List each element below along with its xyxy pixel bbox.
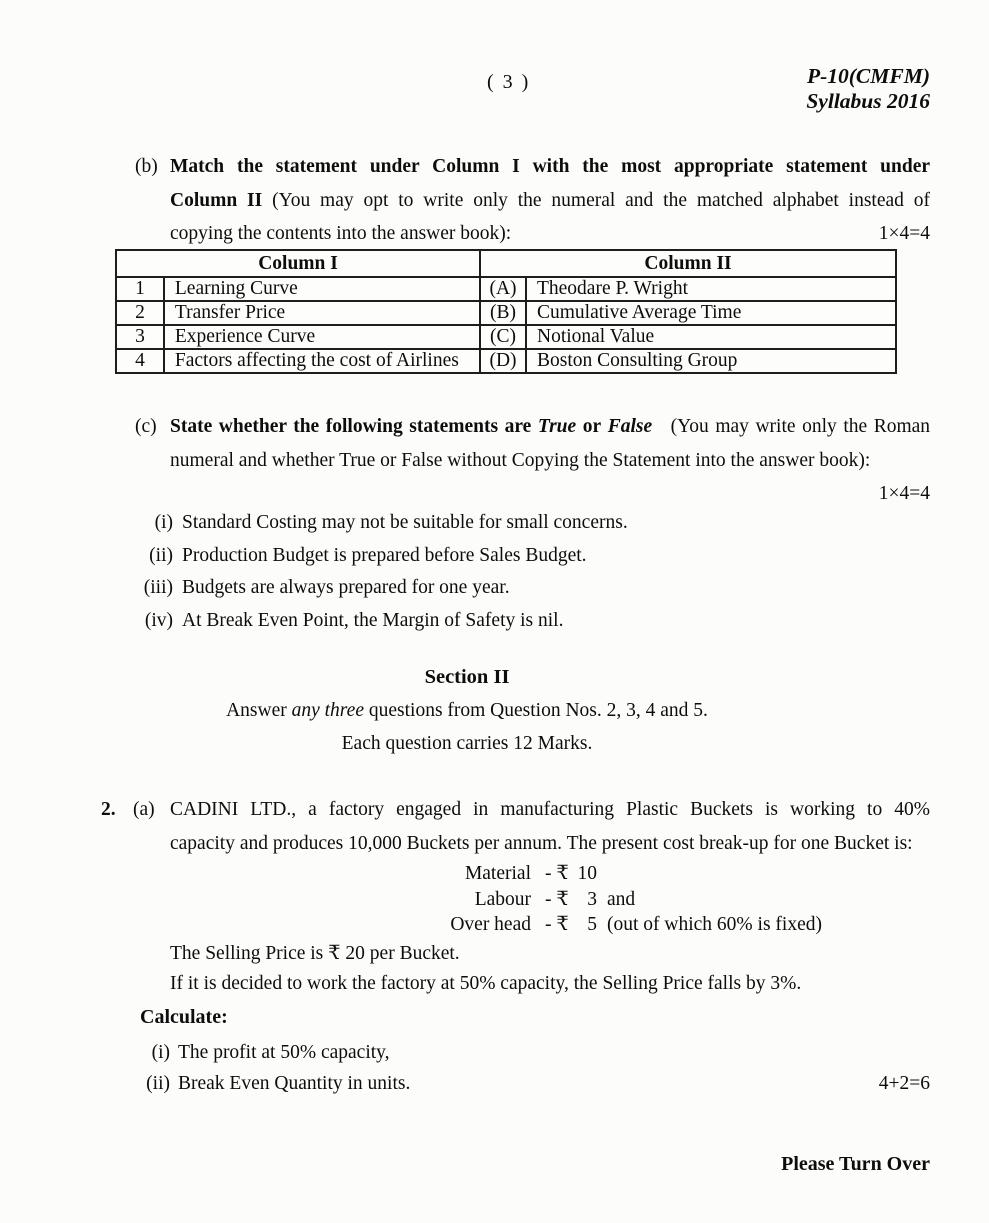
column2-bold: Column II — [170, 189, 263, 211]
paper-identity — [806, 64, 930, 113]
table-header-row — [116, 250, 896, 277]
question-1b — [135, 150, 930, 251]
question-1c-line1 — [170, 410, 930, 444]
cost-item: Labour - ₹ 3 and — [350, 887, 822, 913]
question-1c-line1-rest: (You may write only the Roman — [670, 416, 931, 437]
true-word: True — [537, 416, 577, 437]
question-1b-line1: Match the statement under Column I with the most appropriate statement under — [170, 156, 930, 177]
question-1c-marks: 1×4=4 — [878, 483, 930, 504]
question-1c-line2: numeral and whether True or False without Copying the Statement into the answer book): — [170, 449, 871, 471]
false-word: False — [607, 416, 653, 437]
syllabus-year: Syllabus 2016 — [806, 88, 930, 113]
statement-item: (iv) At Break Even Point, the Margin of Safety is nil. — [144, 609, 564, 631]
calculate-tasks — [135, 1042, 930, 1103]
question-1c-label: (c) — [135, 416, 157, 437]
please-turn-over: Please Turn Over — [781, 1153, 930, 1175]
column1-header: Column I — [116, 250, 480, 277]
question-1c — [135, 410, 930, 511]
section-two — [0, 661, 934, 760]
calculate-label: Calculate: — [140, 1006, 228, 1028]
task-item: (ii) Break Even Quantity in units. 4+2=6 — [146, 1072, 930, 1094]
statement-item: (iii) Budgets are always prepared for one year. — [143, 577, 510, 598]
match-columns-table — [115, 249, 897, 374]
statement-item: (i) Standard Costing may not be suitable for small concerns. — [154, 512, 628, 533]
table-row: 4 Factors affecting the cost of Airlines (D) Boston Consulting Group — [116, 349, 896, 373]
rupee-symbol: - ₹ — [545, 863, 569, 884]
condition-line: If it is decided to work the factory at 50% capacity, the Selling Price falls by 3%. — [170, 973, 802, 994]
question-1b-line2 — [170, 184, 930, 218]
question-2a-line1: CADINI LTD., a factory engaged in manufacturing Plastic Buckets is working to 40% — [170, 799, 930, 820]
task-item: (i) The profit at 50% capacity, — [151, 1042, 390, 1063]
table-row: 3 Experience Curve (C) Notional Value — [116, 325, 896, 349]
section-two-title: Section II — [424, 666, 510, 688]
table-row: 1 Learning Curve (A) Theodare P. Wright — [116, 277, 896, 301]
question-2a-label: (a) — [133, 799, 155, 820]
table-row: 2 Transfer Price (B) Cumulative Average Time — [116, 301, 896, 325]
question-1b-marks: 1×4=4 — [878, 223, 930, 244]
question-2a — [101, 793, 930, 860]
cost-breakup — [350, 861, 822, 938]
question-1b-line3 — [170, 217, 930, 251]
question-1b-line3-text: copying the contents into the answer book): — [170, 223, 512, 244]
rupee-symbol: - ₹ — [545, 888, 569, 910]
section-two-marks-note: Each question carries 12 Marks. — [341, 733, 593, 754]
cost-item: Over head - ₹ 5 (out of which 60% is fixed) — [350, 912, 822, 938]
question-2-number: 2. — [101, 799, 116, 820]
question-2a-line2: capacity and produces 10,000 Buckets per annum. The present cost break-up for one Bucket is: — [170, 832, 913, 854]
statement-item: (ii) Production Budget is prepared before Sales Budget. — [149, 544, 587, 566]
question-1b-line2-rest: (You may opt to write only the numeral and the matched alphabet instead of — [272, 189, 930, 211]
question-2a-marks: 4+2=6 — [878, 1072, 930, 1094]
any-three-italic: any three — [291, 700, 364, 721]
paper-code: P-10(CMFM) — [806, 64, 930, 88]
rupee-symbol: - ₹ — [545, 914, 569, 935]
page-number: ( 3 ) — [487, 71, 531, 93]
section-two-instruction: Answer any three questions from Question Nos. 2, 3, 4 and 5. — [226, 700, 708, 721]
question-1c-bold-intro: State whether the following statements are — [170, 416, 532, 437]
column2-header: Column II — [480, 250, 896, 277]
or-word: or — [582, 416, 602, 437]
cost-item: Material - ₹ 10 — [350, 861, 822, 887]
statement-list — [135, 512, 930, 642]
question-1b-label: (b) — [135, 156, 158, 177]
selling-price-line: The Selling Price is ₹ 20 per Bucket. — [170, 943, 460, 964]
